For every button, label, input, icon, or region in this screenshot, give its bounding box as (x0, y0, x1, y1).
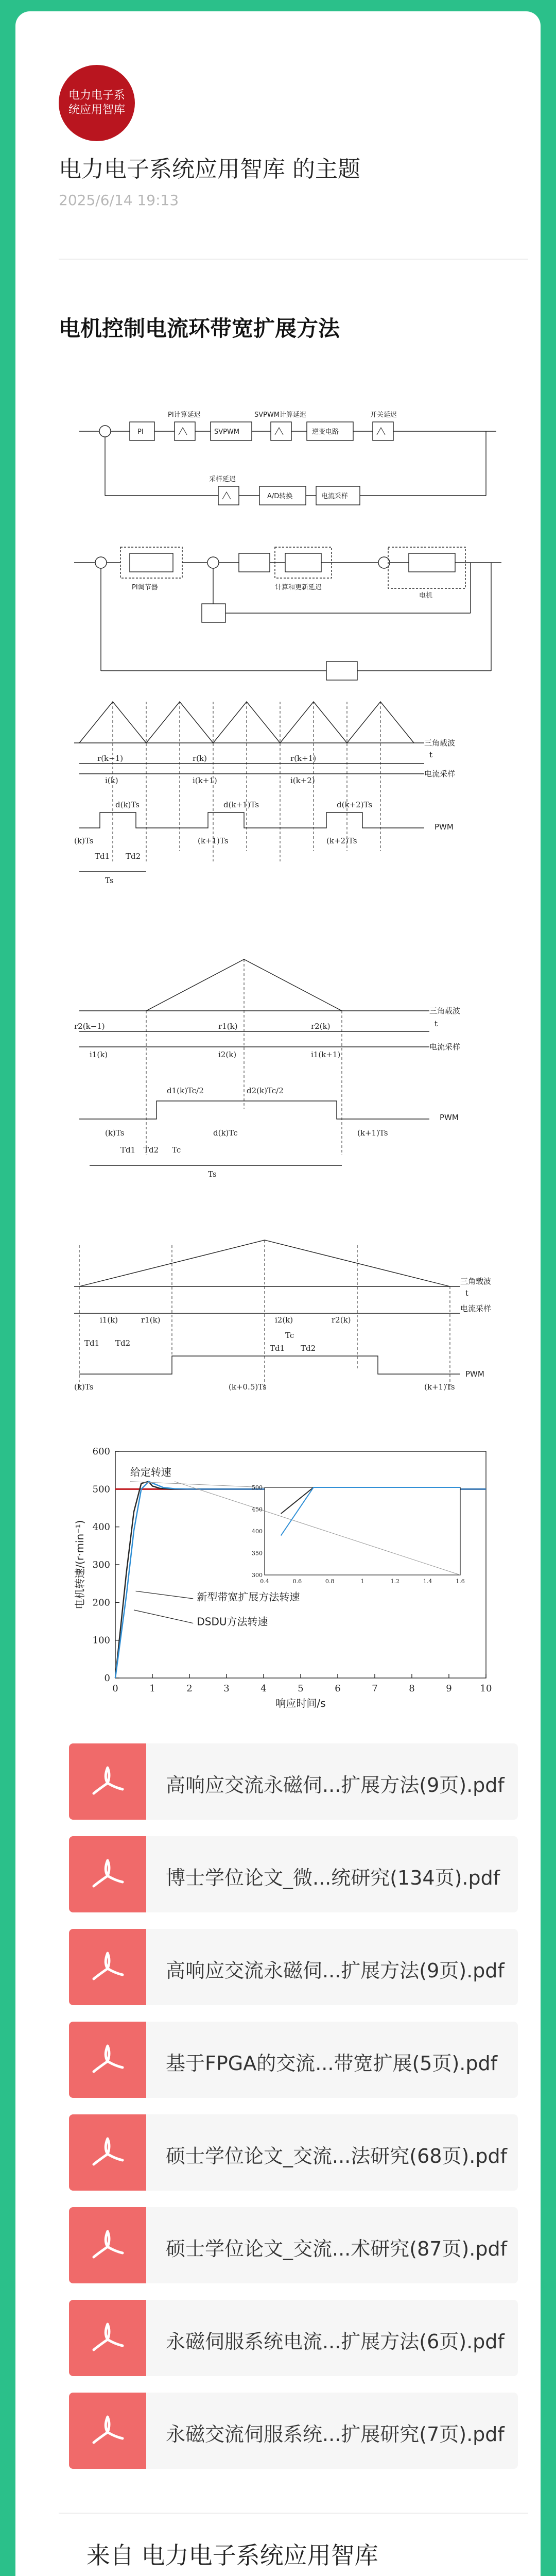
label-ts: Ts (105, 876, 114, 885)
label-i2-0: i1(k) (90, 1050, 108, 1059)
block-svpwm: SVPWM (214, 428, 240, 436)
label-x3-2: (k+1)Ts (424, 1382, 455, 1392)
inset-x-tick-label: 1.6 (456, 1578, 465, 1585)
label-td-1: Td2 (126, 852, 141, 861)
label-tc2: Tc (172, 1145, 181, 1155)
label-pi-delay: PI计算延迟 (168, 411, 201, 419)
label-i-1: i(k+1) (193, 776, 217, 785)
inset-x-tick-label: 1.2 (390, 1578, 400, 1585)
label-ts2: Ts (208, 1170, 217, 1179)
attachment-item[interactable] (69, 1929, 518, 2005)
label-pwm: PWM (435, 822, 454, 832)
x-tick-label: 10 (480, 1683, 492, 1694)
group-title[interactable]: 电力电子系统应用智库 的主题 (59, 156, 360, 182)
y-tick-label: 600 (92, 1446, 110, 1457)
inset-x-tick-label: 0.6 (292, 1578, 302, 1585)
axis-t-2: t (435, 1019, 438, 1028)
label-sample-3: 电流采样 (460, 1304, 492, 1313)
label-r3-0: r1(k) (141, 1315, 161, 1325)
label-pwm-3: PWM (465, 1369, 484, 1379)
source-group-link[interactable]: 来自 电力电子系统应用智库 (86, 2541, 378, 2569)
chart-xlabel: 响应时间/s (275, 1697, 326, 1709)
inset-x-tick-label: 0.8 (325, 1578, 335, 1585)
post-heading: 电机控制电流环带宽扩展方法 (59, 316, 340, 341)
label-x2-0: (k)Ts (105, 1128, 125, 1138)
x-tick-label: 4 (260, 1683, 267, 1694)
label-r-1: r(k) (193, 754, 207, 763)
inset-x-tick-label: 1.4 (423, 1578, 432, 1585)
label-td3-2: Td1 (270, 1344, 285, 1353)
x-tick-label: 5 (298, 1683, 304, 1694)
label-calc-update-delay: 计算和更新延迟 (275, 584, 322, 591)
attachment-item[interactable] (69, 2393, 518, 2469)
attachment-item[interactable] (69, 2114, 518, 2191)
timing-diagram-single-update (69, 697, 512, 913)
x-tick-label: 8 (409, 1683, 415, 1694)
label-sample-2: 电流采样 (429, 1042, 461, 1052)
pdf-icon (69, 1836, 146, 1912)
label-r-0: r(k−1) (97, 754, 124, 763)
label-sample: 电流采样 (424, 769, 456, 778)
attachment-name: 基于FPGA的交流...带宽扩展(5页).pdf (166, 2052, 497, 2075)
attachment-item[interactable] (69, 1743, 518, 1820)
attachment-name: 硕士学位论文_交流...法研究(68页).pdf (166, 2145, 507, 2167)
label-d-0: d(k)Ts (115, 800, 140, 809)
post-time: 2025/6/14 19:13 (59, 192, 179, 209)
annotation-arrow (136, 1591, 194, 1599)
label-d2-0: d1(k)Tc/2 (167, 1086, 204, 1095)
y-tick-label: 300 (92, 1560, 110, 1570)
attachment-item[interactable] (69, 2300, 518, 2376)
x-tick-label: 3 (223, 1683, 230, 1694)
label-d2-2: d(k)Tc (213, 1128, 238, 1138)
label-td3-1: Td2 (115, 1338, 131, 1348)
label-carrier-3: 三角载波 (460, 1277, 492, 1286)
divider (59, 2513, 528, 2514)
label-svpwm-delay: SVPWM计算延迟 (254, 411, 307, 419)
y-tick-label: 200 (92, 1597, 110, 1608)
label-i2-1: i2(k) (218, 1050, 237, 1059)
pdf-icon (69, 2300, 146, 2376)
inset-y-tick-label: 500 (252, 1484, 263, 1491)
label-x2-1: (k+1)Ts (357, 1128, 388, 1138)
pdf-icon (69, 2207, 146, 2283)
label-r2-2: r2(k) (311, 1022, 331, 1031)
pdf-icon (69, 1929, 146, 2005)
pdf-icon (69, 2022, 146, 2098)
inset-x-tick-label: 0.4 (260, 1578, 269, 1585)
chart-annotation-setpoint: 给定转速 (130, 1466, 171, 1479)
inset-x-tick-label: 1 (360, 1578, 364, 1585)
label-d-2: d(k+2)Ts (337, 800, 373, 809)
label-r2-1: r1(k) (218, 1022, 238, 1031)
y-tick-label: 500 (92, 1484, 110, 1495)
label-r2-0: r2(k−1) (74, 1022, 105, 1031)
label-carrier-2: 三角载波 (429, 1006, 461, 1015)
attachment-name: 永磁伺服系统电流...扩展方法(6页).pdf (166, 2330, 505, 2353)
label-sample-delay: 采样延迟 (209, 476, 236, 483)
inset-frame (265, 1487, 460, 1575)
topic-card (15, 11, 541, 2576)
label-r3-1: r2(k) (332, 1315, 351, 1325)
label-x3-1: (k+0.5)Ts (229, 1382, 267, 1392)
group-avatar[interactable] (59, 65, 135, 141)
inset-y-tick-label: 400 (252, 1528, 263, 1535)
attachment-name: 高响应交流永磁伺...扩展方法(9页).pdf (166, 1959, 505, 1982)
chart-annotation-new-method: 新型带宽扩展方法转速 (197, 1590, 300, 1603)
label-x-0: (k)Ts (74, 836, 94, 845)
control-model-diagram (69, 532, 512, 686)
label-i-2: i(k+2) (290, 776, 315, 785)
x-tick-label: 7 (372, 1683, 378, 1694)
chart-ylabel: 电机转速/(r·min⁻¹) (74, 1520, 86, 1609)
avatar-text: 电力电子系统应用智库 (68, 89, 125, 116)
y-tick-label: 0 (104, 1673, 110, 1684)
timing-diagram-double-sample (69, 954, 512, 1191)
x-tick-label: 0 (112, 1683, 118, 1694)
label-pwm-2: PWM (440, 1113, 459, 1122)
label-x-2: (k+2)Ts (326, 836, 357, 845)
label-i2-2: i1(k+1) (311, 1050, 341, 1059)
axis-t-3: t (465, 1289, 469, 1298)
label-r-2: r(k+1) (290, 754, 317, 763)
y-tick-label: 100 (92, 1635, 110, 1646)
speed-response-chart (69, 1441, 512, 1730)
timing-diagram-half-period (69, 1235, 512, 1436)
attachment-name: 博士学位论文_微...统研究(134页).pdf (166, 1867, 500, 1889)
inset-y-tick-label: 450 (252, 1506, 263, 1513)
label-d-1: d(k+1)Ts (223, 800, 259, 809)
divider (59, 259, 528, 260)
block-inverter: 逆变电路 (312, 428, 339, 436)
inset-y-tick-label: 300 (252, 1572, 263, 1579)
attachment-name: 永磁交流伺服系统...扩展研究(7页).pdf (166, 2423, 505, 2446)
y-tick-label: 400 (92, 1521, 110, 1533)
attachment-item[interactable] (69, 1836, 518, 1912)
label-td2-1: Td2 (144, 1145, 159, 1155)
label-carrier: 三角载波 (424, 738, 456, 748)
label-switch-delay: 开关延迟 (370, 411, 397, 419)
current-loop-block-diagram (69, 403, 512, 516)
attachment-item[interactable] (69, 2022, 518, 2098)
attachment-name: 硕士学位论文_交流...术研究(87页).pdf (166, 2238, 507, 2260)
annotation-arrow (134, 1610, 193, 1623)
label-i3-1: i2(k) (275, 1315, 293, 1325)
label-tc3: Tc (285, 1331, 294, 1340)
label-pi-regulator: PI调节器 (132, 584, 158, 591)
chart-annotation-dsdu: DSDU方法转速 (197, 1615, 268, 1628)
label-td3-3: Td2 (301, 1344, 316, 1353)
label-d2-1: d2(k)Tc/2 (247, 1086, 284, 1095)
block-current-sample: 电流采样 (321, 493, 349, 500)
inset-y-tick-label: 350 (252, 1550, 263, 1557)
label-td-0: Td1 (95, 852, 110, 861)
attachment-name: 高响应交流永磁伺...扩展方法(9页).pdf (166, 1774, 505, 1797)
pdf-icon (69, 2393, 146, 2469)
x-tick-label: 1 (149, 1683, 155, 1694)
label-i-0: i(k) (105, 776, 118, 785)
label-x3-0: (k)Ts (74, 1382, 94, 1392)
attachment-item[interactable] (69, 2207, 518, 2283)
label-i3-0: i1(k) (100, 1315, 118, 1325)
label-td3-0: Td1 (84, 1338, 100, 1348)
label-x-1: (k+1)Ts (198, 836, 229, 845)
axis-t: t (429, 750, 433, 759)
x-tick-label: 6 (335, 1683, 341, 1694)
label-td2-0: Td1 (120, 1145, 136, 1155)
block-pi: PI (137, 428, 144, 436)
pdf-icon (69, 2114, 146, 2191)
label-motor: 电机 (419, 592, 433, 600)
block-ad: A/D转换 (267, 493, 293, 500)
pdf-icon (69, 1743, 146, 1820)
x-tick-label: 9 (446, 1683, 452, 1694)
x-tick-label: 2 (186, 1683, 193, 1694)
